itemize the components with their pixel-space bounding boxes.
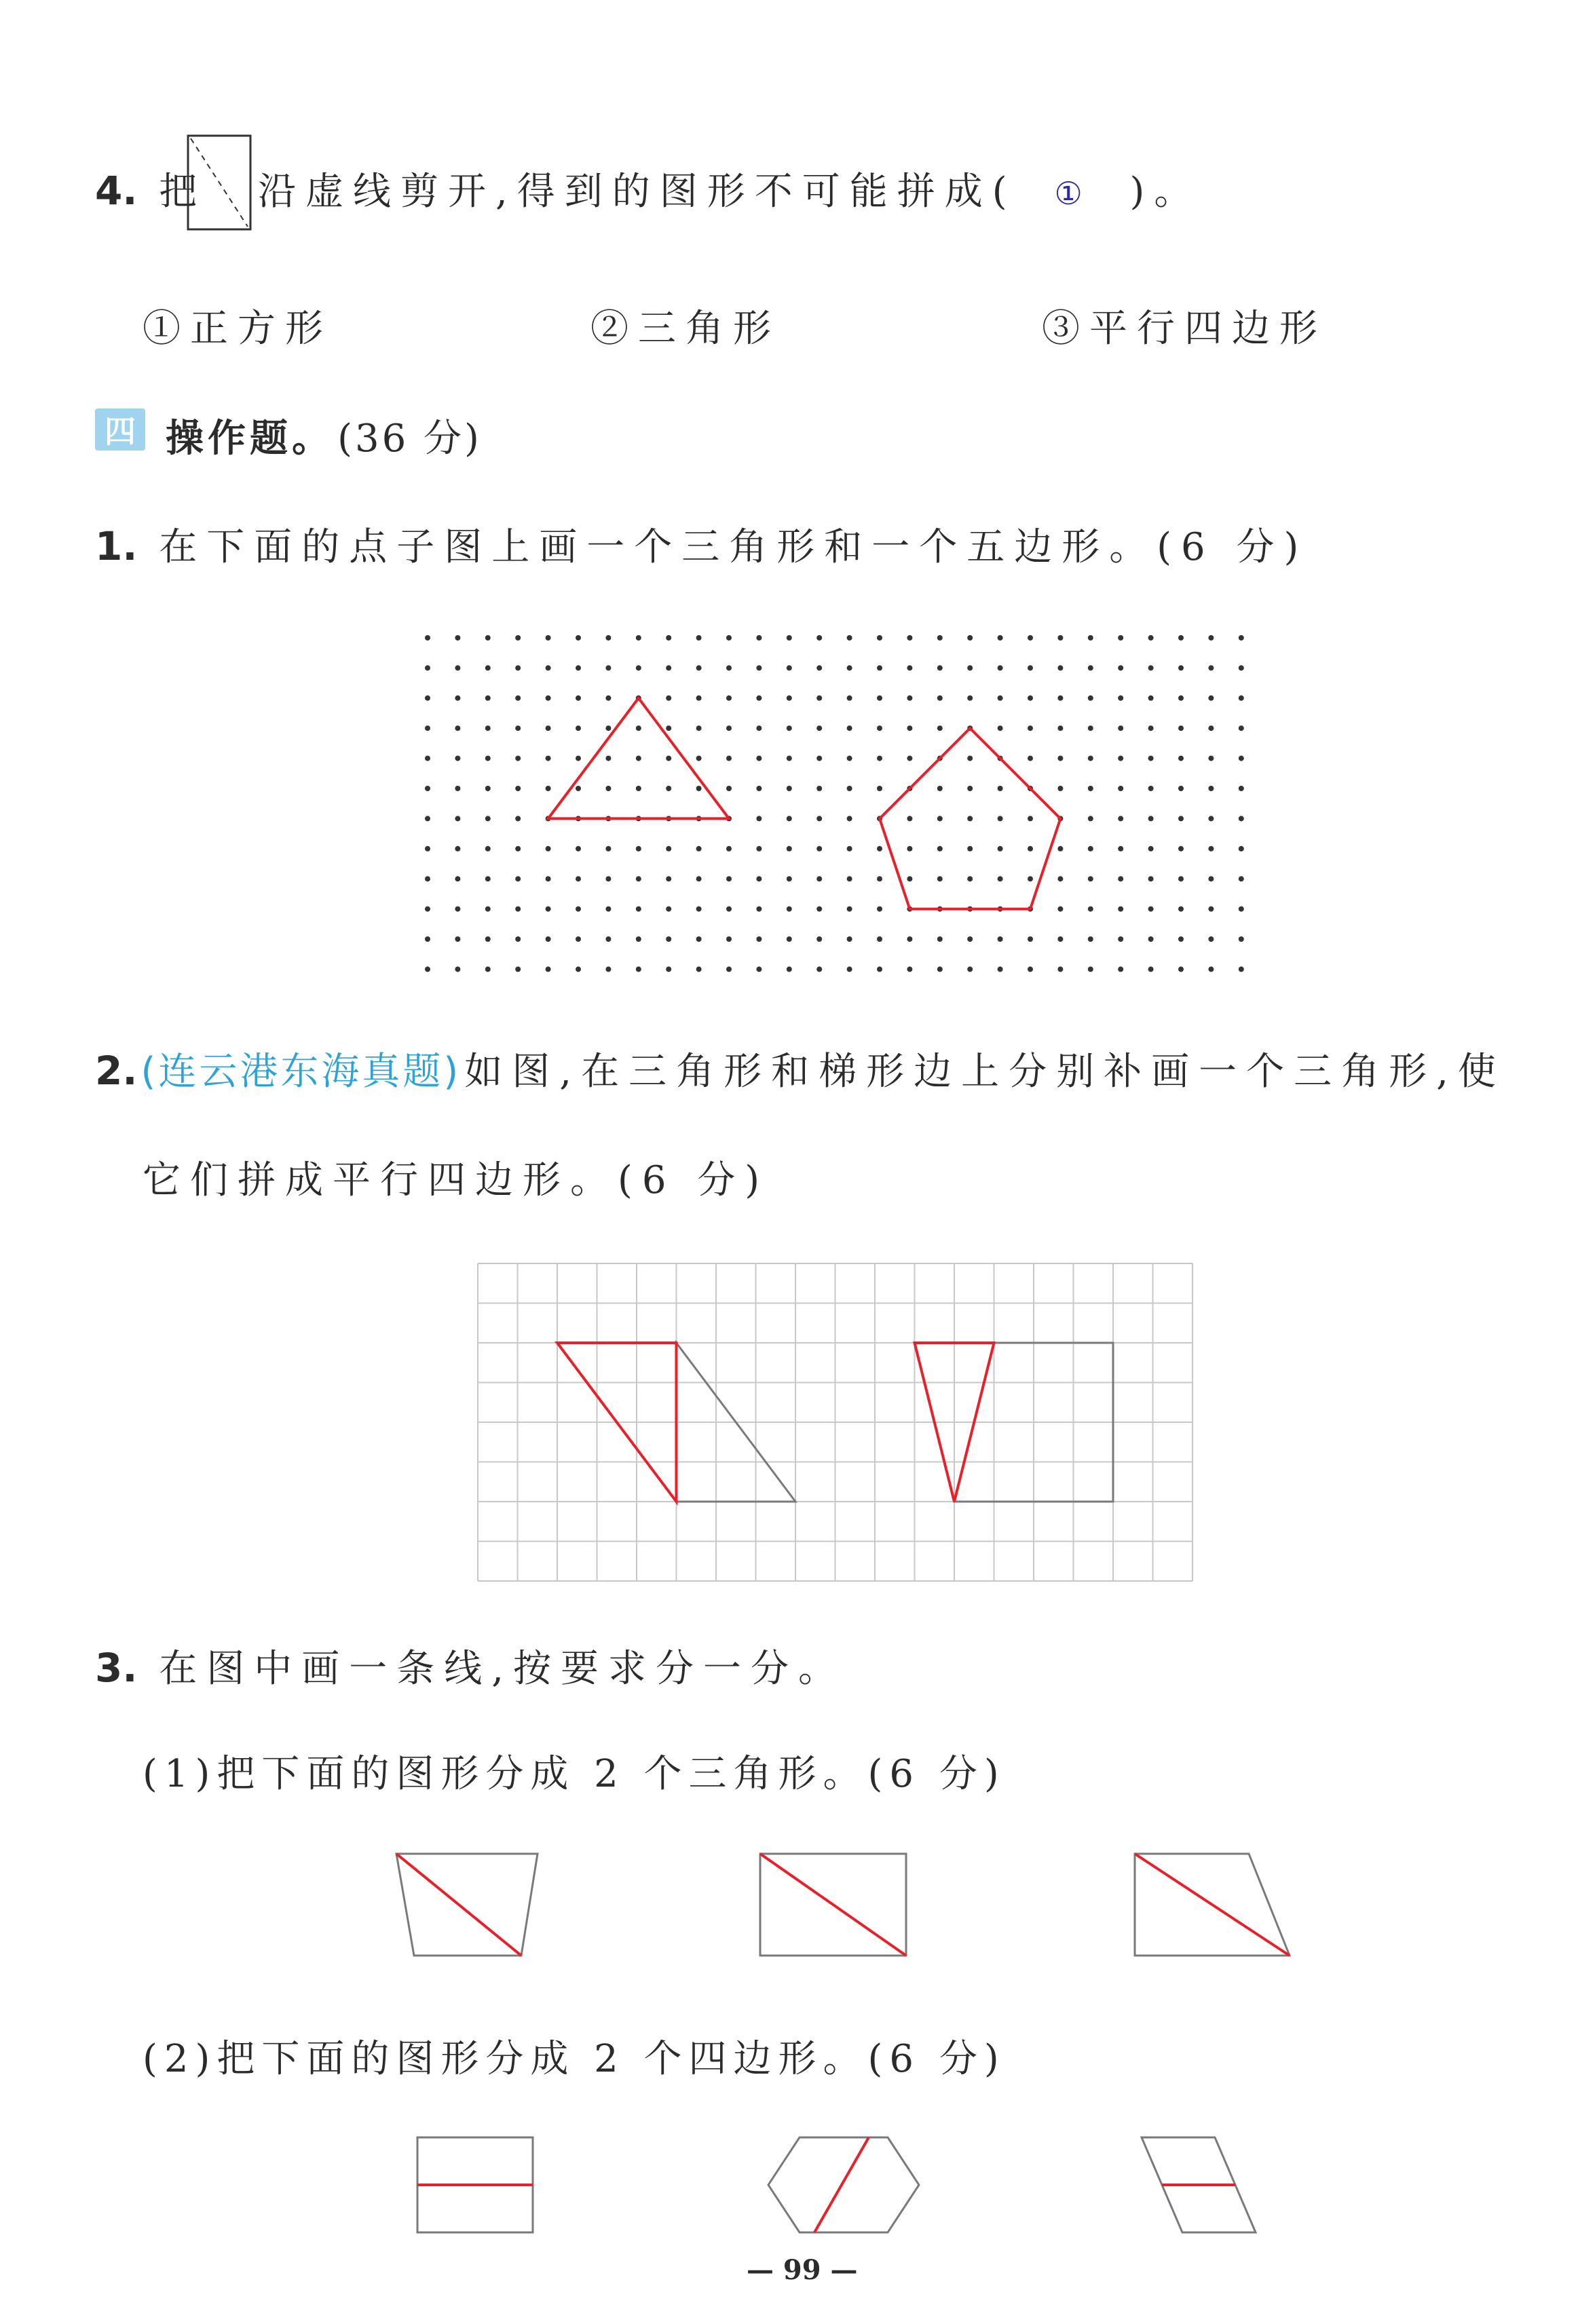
problem-3-number: 3. bbox=[95, 1645, 138, 1691]
section-badge: 四 bbox=[95, 408, 145, 451]
section-score: (36 分) bbox=[337, 417, 482, 461]
shape-parallelogram-split bbox=[1127, 1846, 1303, 1961]
problem-2-text-1: 如图,在三角形和梯形边上分别补画一个三角形,使 bbox=[464, 1050, 1505, 1094]
shape-rect-split-horizontal bbox=[411, 2131, 540, 2239]
problem-2-source: (连云港东海真题) bbox=[140, 1050, 462, 1094]
problem-3-sub1: (1)把下面的图形分成 2 个三角形。(6 分) bbox=[143, 1752, 1006, 1796]
problem-1-number: 1. bbox=[95, 523, 138, 569]
problem-3-text: 在图中画一条线,按要求分一分。 bbox=[159, 1647, 846, 1691]
q4-pre-text: 把 bbox=[159, 170, 207, 214]
problem-2-text-2: 它们拼成平行四边形。(6 分) bbox=[143, 1158, 770, 1202]
problem-3-sub2: (2)把下面的图形分成 2 个四边形。(6 分) bbox=[143, 2037, 1006, 2081]
dot-grid-figure bbox=[407, 624, 1262, 991]
shape-trapezoid-split bbox=[387, 1846, 550, 1961]
q4-post-text: 沿虚线剪开,得到的图形不可能拼成( bbox=[258, 170, 1017, 214]
q4-option-2: ②三角形 bbox=[590, 307, 781, 351]
q4-option-1: ①正方形 bbox=[143, 307, 333, 351]
q4-question bbox=[258, 161, 1201, 216]
section-title: 操作题。 bbox=[166, 417, 334, 461]
shape-parallelogram-split-horizontal bbox=[1133, 2131, 1269, 2239]
problem-1 bbox=[95, 517, 1308, 571]
problem-1-text: 在下面的点子图上画一个三角形和一个五边形。(6 分) bbox=[159, 525, 1309, 569]
q4-close-text: )。 bbox=[1129, 170, 1202, 214]
shape-rectangle-split bbox=[753, 1846, 916, 1961]
section-header bbox=[166, 408, 482, 463]
q4-option-3: ③平行四边形 bbox=[1042, 307, 1327, 351]
problem-3 bbox=[95, 1639, 846, 1693]
problem-2-number: 2. bbox=[95, 1048, 138, 1094]
square-grid-figure bbox=[475, 1261, 1201, 1580]
q4-rectangle-figure bbox=[187, 134, 255, 233]
q4-number: 4. bbox=[95, 168, 138, 214]
page-number: — 99 — bbox=[747, 2254, 858, 2286]
shape-hexagon-split bbox=[760, 2131, 923, 2239]
q4-answer: ① bbox=[1054, 175, 1092, 212]
problem-2-line1 bbox=[95, 1042, 1505, 1096]
